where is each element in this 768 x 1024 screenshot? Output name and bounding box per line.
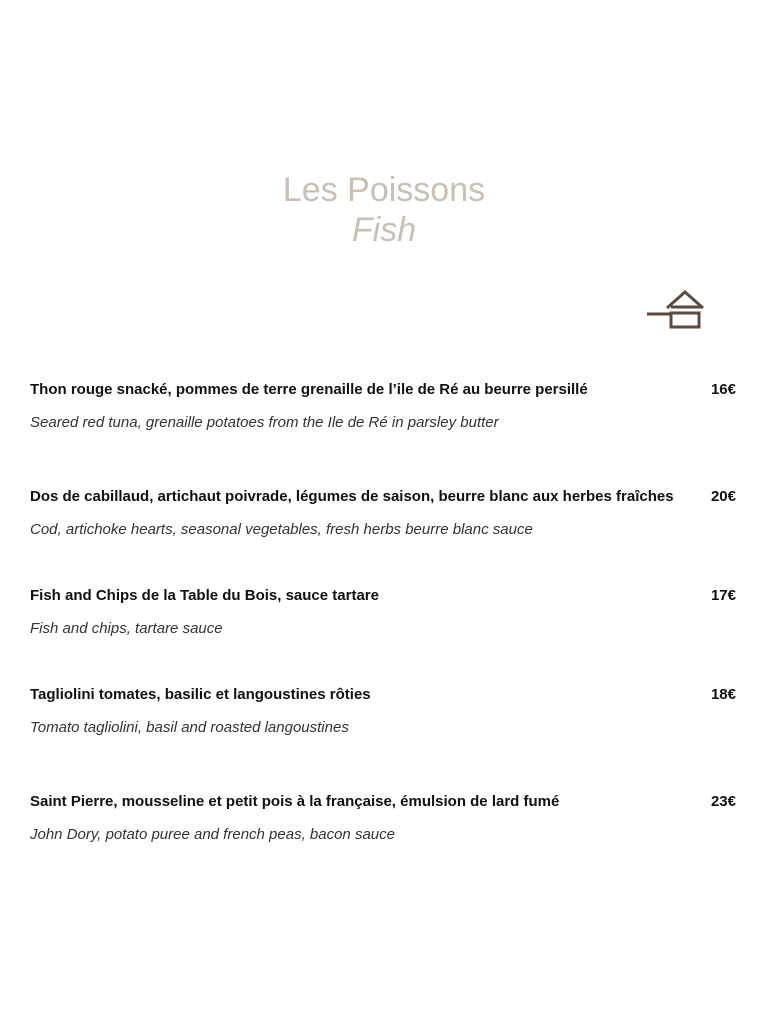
dish-price: 16€ (710, 381, 736, 398)
dish-name: Dos de cabillaud, artichaut poivrade, légumes de saison, beurre blanc aux herbes fraîches (30, 488, 674, 505)
dish-price: 18€ (710, 686, 736, 703)
dish-price: 20€ (710, 488, 736, 505)
dish-description: Seared red tuna, grenaille potatoes from the Ile de Ré in parsley butter (30, 414, 499, 431)
menu-section-header (0, 170, 768, 250)
dish-description: John Dory, potato puree and french peas, bacon sauce (30, 826, 395, 843)
dish-description: Cod, artichoke hearts, seasonal vegetables, fresh herbs beurre blanc sauce (30, 521, 533, 538)
dish-name: Fish and Chips de la Table du Bois, sauce tartare (30, 587, 379, 604)
dish-name: Saint Pierre, mousseline et petit pois à la française, émulsion de lard fumé (30, 793, 560, 810)
dish-description: Fish and chips, tartare sauce (30, 620, 223, 637)
section-title-french: Les Poissons (282, 171, 486, 209)
dish-name: Thon rouge snacké, pommes de terre grenaille de l’ile de Ré au beurre persillé (30, 381, 588, 398)
dish-name: Tagliolini tomates, basilic et langoustines rôties (30, 686, 371, 703)
dish-price: 17€ (710, 587, 736, 604)
dish-description: Tomato tagliolini, basil and roasted langoustines (30, 719, 349, 736)
dish-price: 23€ (710, 793, 736, 810)
house-icon (645, 286, 707, 330)
section-title-english: Fish (351, 211, 417, 249)
